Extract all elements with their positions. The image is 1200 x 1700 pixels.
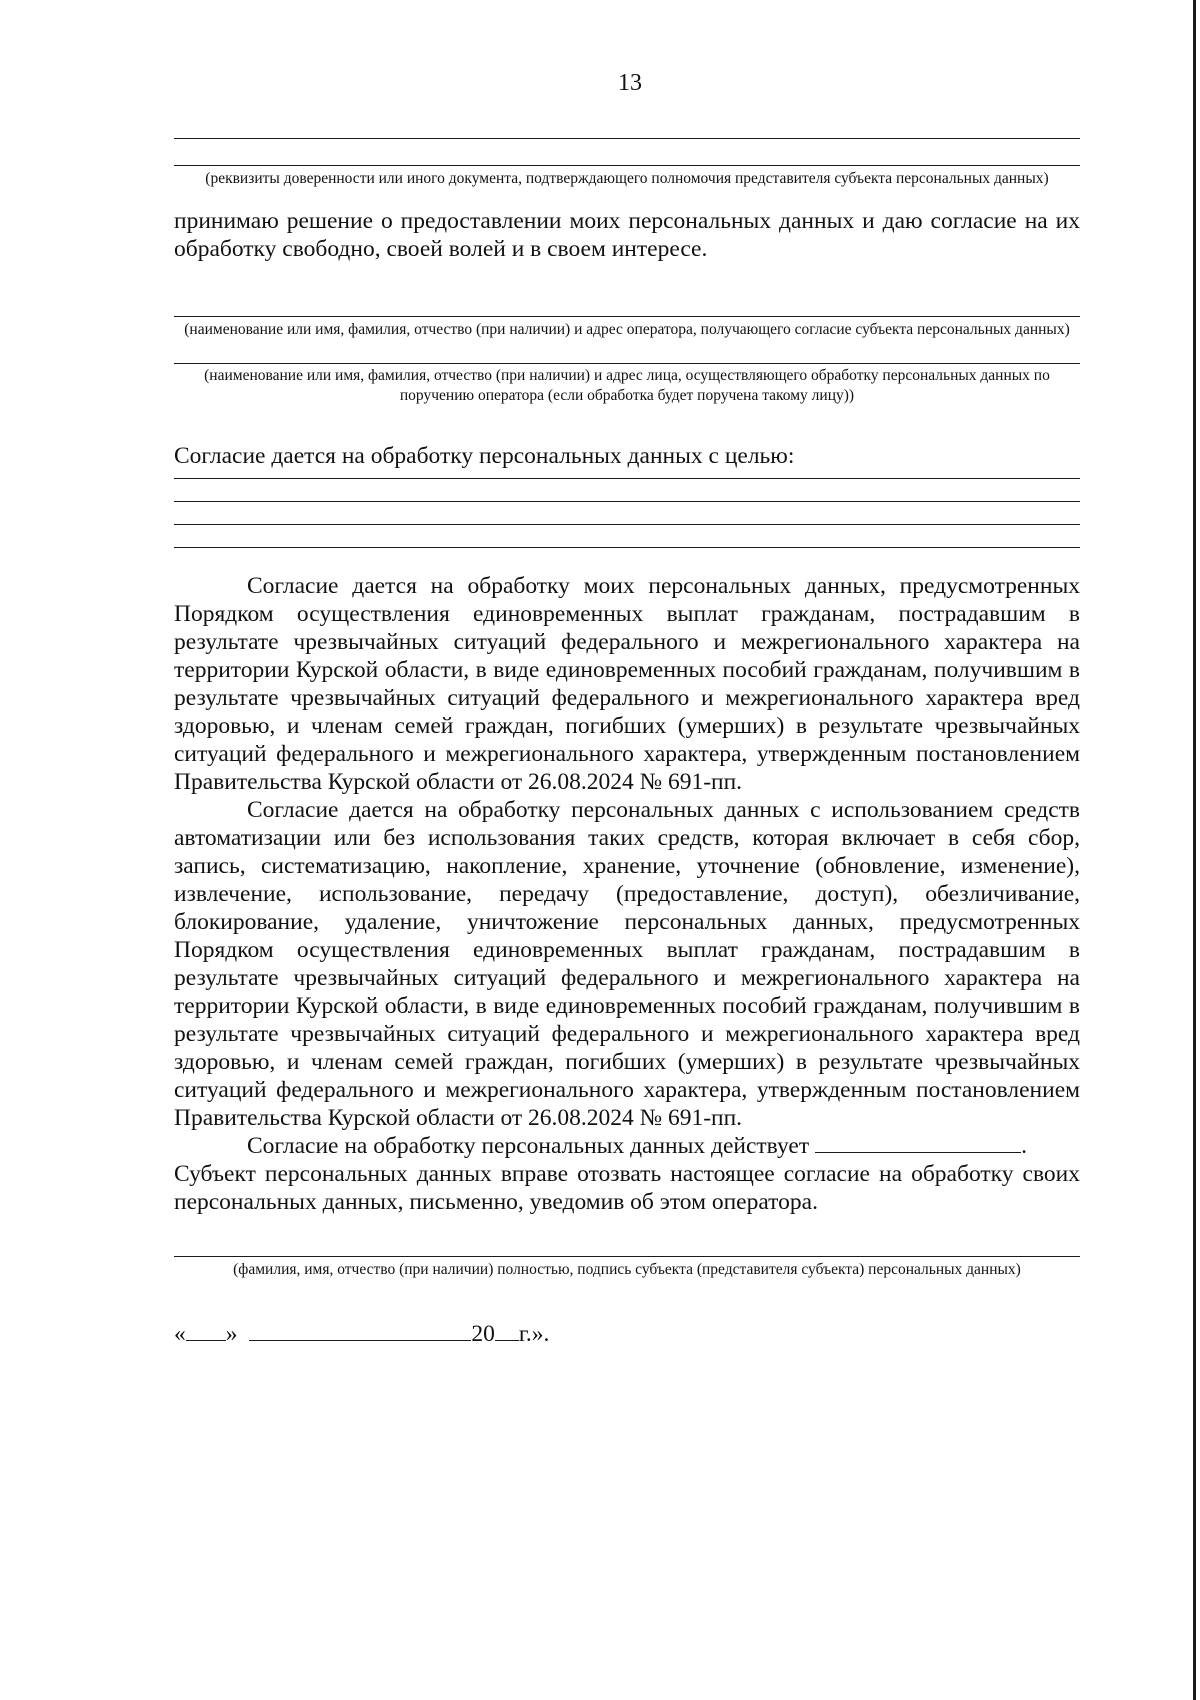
page-edge bbox=[1193, 0, 1196, 1700]
purpose-label: Согласие дается на обработку персональных данных с целью: bbox=[174, 443, 795, 469]
validity-end: . bbox=[1021, 1133, 1027, 1159]
operator-line[interactable] bbox=[174, 316, 1080, 317]
processor-line[interactable] bbox=[174, 363, 1080, 364]
date-line bbox=[174, 1320, 1080, 1348]
paragraph-withdrawal: Субъект персональных данных вправе отозвать настоящее согласие на обработку своих персональных данных, письменно, уведомив об этом оператора. bbox=[174, 1161, 1080, 1215]
date-open-quote: « bbox=[174, 1321, 186, 1347]
purpose-line-2[interactable] bbox=[174, 501, 1080, 502]
paragraph-validity bbox=[174, 1132, 1080, 1160]
processor-caption: (наименование или имя, фамилия, отчество (при наличии) и адрес лица, осуществляющего обработку персональных данных по поручению оператора (если обработка будет поручена такому лицу)) bbox=[204, 367, 1050, 404]
year-prefix: 20 bbox=[471, 1321, 495, 1347]
page-number: 13 bbox=[618, 70, 642, 96]
representative-doc-line-1[interactable] bbox=[174, 138, 1080, 139]
purpose-line-3[interactable] bbox=[174, 524, 1080, 525]
paragraph-scope: Согласие дается на обработку моих персональных данных, предусмотренных Порядком осуществления единовременных выплат гражданам, пострадавшим в результате чрезвычайных ситуаций федерального и межрегионального характера на территории Курской области, в виде единовременных пособий гражданам, получившим в результате чрезвычайных ситуаций федерального и межрегионального характера вред здоровью, и членам семей граждан, погибших (умерших) в результате чрезвычайных ситуаций федерального и межрегионального характера, утвержденным постановлением Правительства Курской области от 26.08.2024 № 691-пп. bbox=[174, 573, 1080, 795]
purpose-line-1[interactable] bbox=[174, 478, 1080, 479]
signature-line[interactable] bbox=[174, 1256, 1080, 1257]
decision-text: принимаю решение о предоставлении моих персональных данных и даю согласие на их обработку свободно, своей волей и в своем интересе. bbox=[174, 208, 1080, 262]
date-close-quote: » bbox=[225, 1321, 238, 1347]
month-field[interactable] bbox=[249, 1320, 471, 1341]
paragraph-processing-methods: Согласие дается на обработку персональных данных с использованием средств автоматизации или без использования таких средств, которая включает в себя сбор, запись, систематизацию, накопление, хранение, уточнение (обновление, изменение), извлечение, использование, передачу (предоставление, доступ), обезличивание, блокирование, удаление, уничтожение персональных данных, предусмотренных Порядком осуществления единовременных выплат гражданам, пострадавшим в результате чрезвычайных ситуаций федерального и межрегионального характера на территории Курской области, в виде единовременных пособий гражданам, получившим в результате чрезвычайных ситуаций федерального и межрегионального характера вред здоровью, и членам семей граждан, погибших (умерших) в результате чрезвычайных ситуаций федерального и межрегионального характера, утвержденным постановлением Правительства Курской области от 26.08.2024 № 691-пп. bbox=[174, 797, 1080, 1131]
operator-caption: (наименование или имя, фамилия, отчество (при наличии) и адрес оператора, получающего согласие субъекта персональных данных) bbox=[184, 321, 1070, 338]
day-field[interactable] bbox=[186, 1320, 226, 1341]
representative-doc-line-2[interactable] bbox=[174, 165, 1080, 166]
purpose-line-4[interactable] bbox=[174, 547, 1080, 548]
validity-period-field[interactable] bbox=[815, 1132, 1021, 1153]
representative-doc-caption: (реквизиты доверенности или иного документа, подтверждающего полномочия представителя субъекта персональных данных) bbox=[205, 170, 1049, 187]
signature-caption: (фамилия, имя, отчество (при наличии) полностью, подпись субъекта (представителя субъекта) персональных данных) bbox=[233, 1261, 1021, 1278]
year-suffix: г.». bbox=[518, 1321, 550, 1347]
validity-text: Согласие на обработку персональных данных действует bbox=[247, 1133, 810, 1159]
document-body bbox=[174, 138, 1080, 1348]
year-field[interactable] bbox=[495, 1320, 519, 1341]
